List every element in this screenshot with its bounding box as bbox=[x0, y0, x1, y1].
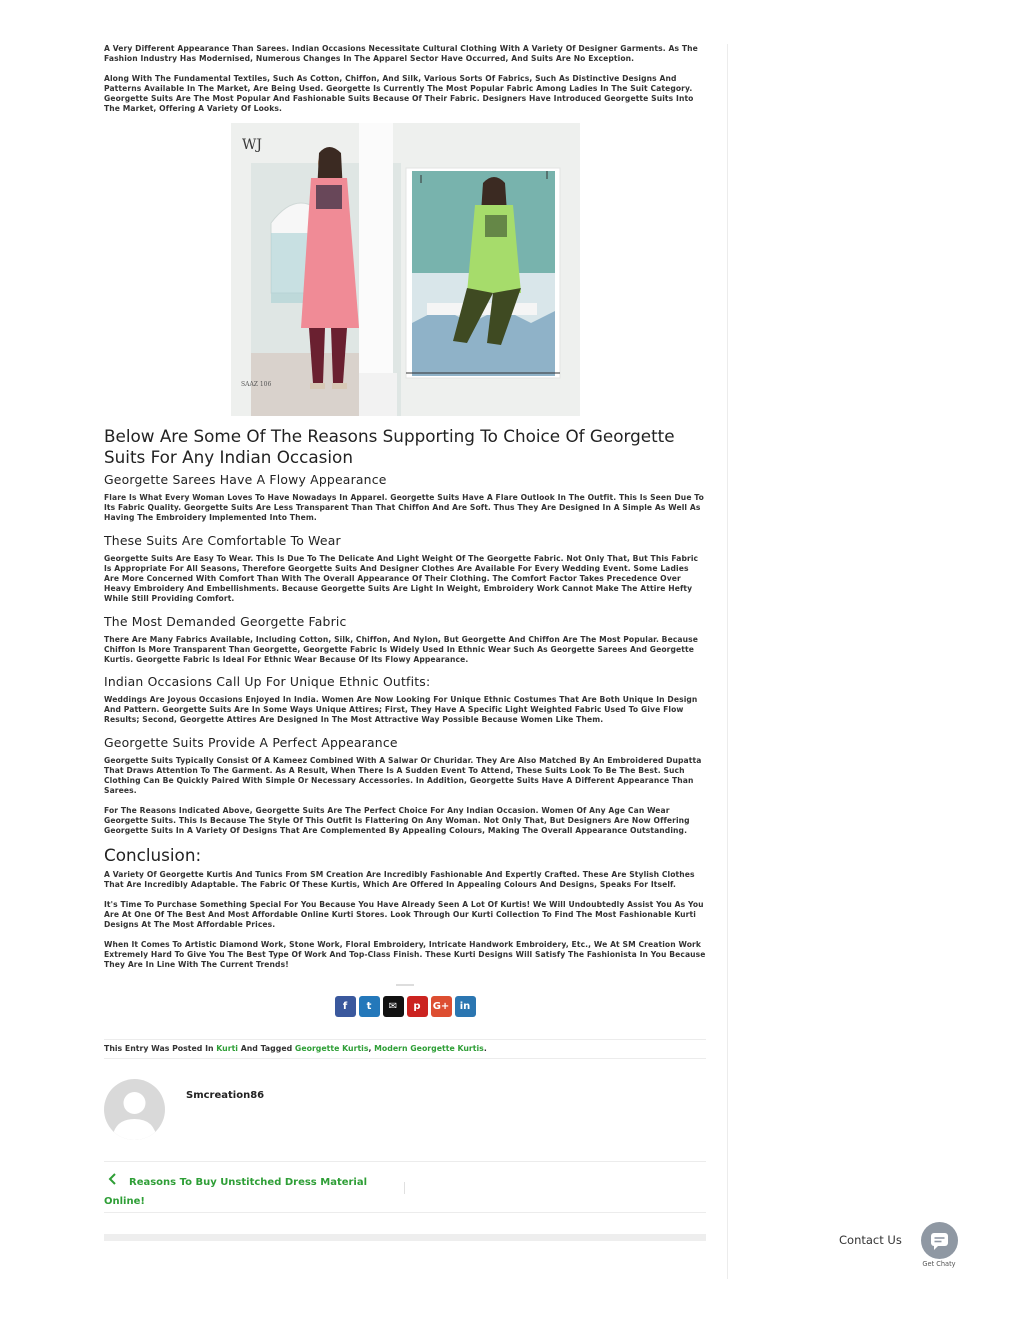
comment-area-bar bbox=[104, 1234, 706, 1241]
nav-separator bbox=[404, 1182, 405, 1194]
product-code: SAAZ 106 bbox=[241, 381, 272, 389]
pinterest-share-button[interactable] bbox=[407, 996, 428, 1017]
section-text-2: Georgette Suits Are Easy To Wear. This Is Due To The Delicate And Light Weight Of The Georgette Fabric. Not Only That, But This Fabric Is Appropriate For All Seasons, Therefore Georgette Suits And Designer Clothes Are Available For Every Wedding Event. Some Ladies Are More Concerned With Comfort Than With The Overall Appearance Of Their Clothing. The Comfort Factor Takes Precedence Over Heavy Embroidery And Embellishments. Because Georgette Suits Are Light In Weight, Embroidery Work Cannot Make The Attire Hefty While Still Providing Comfort. bbox=[104, 554, 699, 603]
previous-post-label: Reasons To Buy Unstitched Dress Material Online! bbox=[104, 1176, 368, 1207]
meta-end: . bbox=[483, 1043, 487, 1053]
chat-icon bbox=[921, 1222, 958, 1259]
conclusion-paragraph-1: A Variety Of Georgette Kurtis And Tunics From SM Creation Are Incredibly Fashionable And Expertly Crafted. These Are Stylish Clothes That Are Incredibly Adaptable. The Fabric Of These Kurtis, Which Are Offered In Appealing Colours And Designs, Speaks For Itself. bbox=[104, 870, 695, 890]
meta-tagged: And Tagged bbox=[240, 1043, 293, 1053]
section-heading-5: Georgette Suits Provide A Perfect Appearance bbox=[104, 735, 398, 751]
tag-link-1[interactable]: Georgette Kurtis bbox=[294, 1043, 369, 1053]
post-navigation bbox=[104, 1162, 706, 1213]
meta-sep: , bbox=[368, 1043, 372, 1053]
section-text-4: Weddings Are Joyous Occasions Enjoyed In India. Women Are Now Looking For Unique Ethnic Costumes That Are Both Unique In Design And Pattern. Georgette Suits Are In Some Ways Unique Attires; First, They Have A Specific Light Weighted Fabric Used To Give Flow Results; Second, Georgette Attires Are Designed In The Most Attractive Way Possible Because Women Like Them. bbox=[104, 695, 698, 725]
section-heading-1: Georgette Sarees Have A Flowy Appearance bbox=[104, 472, 387, 488]
get-chaty-label: Get Chaty bbox=[922, 1260, 956, 1268]
product-image bbox=[231, 123, 580, 416]
email-share-button[interactable] bbox=[383, 996, 404, 1017]
contact-us-label[interactable]: Contact Us bbox=[839, 1233, 902, 1247]
chaty-widget-button[interactable] bbox=[921, 1222, 958, 1259]
conclusion-paragraph-2: It's Time To Purchase Something Special For You Because You Have Already Seen A Lot Of Kurtis! We Will Undoubtedly Assist You As You Are At One Of The Best And Most Affordable Online Kurti Stores. Look Through Our Kurti Collection To Find The Most Fashionable Kurti Designs At The Most Affordable Prices. bbox=[104, 900, 704, 930]
previous-post-link[interactable] bbox=[104, 1173, 394, 1211]
google-plus-share-button[interactable] bbox=[431, 996, 452, 1017]
share-divider bbox=[396, 984, 414, 986]
twitter-share-button[interactable] bbox=[359, 996, 380, 1017]
tag-link-2[interactable]: Modern Georgette Kurtis bbox=[374, 1043, 484, 1053]
article-content bbox=[104, 44, 706, 1241]
section-heading-2: These Suits Are Comfortable To Wear bbox=[104, 533, 341, 549]
facebook-icon: f bbox=[342, 1000, 348, 1012]
section-text-3: There Are Many Fabrics Available, Including Cotton, Silk, Chiffon, And Nylon, But Georgette And Chiffon Are The Most Popular. Because Chiffon Is More Transparent Than Georgette, Georgette Fabric Is Widely Used In Ethnic Wear Such As Georgette Sarees And Georgette Kurtis. Georgette Fabric Is Ideal For Ethnic Wear Because Of Its Flowy Appearance. bbox=[104, 634, 699, 664]
intro-paragraph-1: A Very Different Appearance Than Sarees. Indian Occasions Necessitate Cultural Clothing With A Variety Of Designer Garments. As The Fashion Industry Has Modernised, Numerous Changes In The Apparel Sector Have Occurred, And Suits Are No Exception. bbox=[104, 44, 698, 63]
chevron-left-icon bbox=[108, 1173, 122, 1192]
author-name: Smcreation86 bbox=[186, 1089, 265, 1101]
google-plus-icon: G+ bbox=[432, 1000, 450, 1012]
sidebar-divider bbox=[727, 44, 728, 1279]
intro-paragraph-2: Along With The Fundamental Textiles, Such As Cotton, Chiffon, And Silk, Various Sorts Of Fabrics, Such As Distinctive Designs And Patterns Available In The Market, Are Being Used. Georgette Is Currently The Most Popular Fabric Among Ladies In The Suit Category. Georgette Suits Are The Most Popular And Fashionable Suits Because Of Their Fabric. Designers Have Introduced Georgette Suits Into The Market, Offering A Variety Of Looks. bbox=[104, 73, 694, 113]
avatar-silhouette-icon bbox=[104, 1079, 165, 1140]
linkedin-icon: in bbox=[459, 1000, 471, 1012]
category-link[interactable]: Kurti bbox=[216, 1043, 238, 1053]
share-buttons bbox=[104, 996, 706, 1017]
avatar bbox=[104, 1079, 165, 1140]
section-text-1: Flare Is What Every Woman Loves To Have Nowadays In Apparel. Georgette Suits Have A Flare Outlook In The Outfit. This Is Seen Due To Its Fabric Quality. Georgette Suits Are Less Transparent Than That Chiffon And Are Soft. Thus They Are Designed In A Simple As Well As Having The Embroidery Implemented Into Them. bbox=[104, 493, 704, 523]
author-box bbox=[104, 1059, 706, 1162]
kurti-photo bbox=[231, 123, 580, 416]
facebook-share-button[interactable] bbox=[335, 996, 356, 1017]
brand-logo-text: WJ bbox=[242, 137, 263, 154]
meta-prefix: This Entry Was Posted In bbox=[104, 1043, 214, 1053]
linkedin-share-button[interactable] bbox=[455, 996, 476, 1017]
twitter-icon: t bbox=[366, 1000, 372, 1012]
section-heading-4: Indian Occasions Call Up For Unique Ethnic Outfits: bbox=[104, 674, 431, 690]
email-icon: ✉ bbox=[388, 1000, 398, 1012]
entry-meta bbox=[104, 1039, 706, 1059]
summary-paragraph: For The Reasons Indicated Above, Georgette Suits Are The Perfect Choice For Any Indian Occasion. Women Of Any Age Can Wear Georgette Suits. This Is Because The Style Of This Outfit Is Flattering On Any Woman. Not Only That, But Designers Are Now Offering Georgette Suits In A Variety Of Designs That Are Complemented By Appealing Colours, Making The Overall Appearance Outstanding. bbox=[104, 805, 690, 835]
section-text-5: Georgette Suits Typically Consist Of A Kameez Combined With A Salwar Or Churidar. They Are Also Matched By An Embroidered Dupatta That Draws Attention To The Garment. As A Result, When There Is A Sudden Event To Attend, These Suits Look To Be The Best. Such Clothing Can Be Quickly Paired With Simple Or Necessary Accessories. In Addition, Georgette Suits Have A Different Appearance Than Sarees. bbox=[104, 756, 702, 795]
pinterest-icon: p bbox=[413, 1000, 421, 1012]
section-heading-3: The Most Demanded Georgette Fabric bbox=[104, 613, 347, 629]
main-heading: Below Are Some Of The Reasons Supporting To Choice Of Georgette Suits For Any Indian Occasion bbox=[104, 426, 675, 468]
conclusion-heading: Conclusion: bbox=[104, 845, 202, 866]
conclusion-paragraph-3: When It Comes To Artistic Diamond Work, Stone Work, Floral Embroidery, Intricate Handwork Embroidery, Etc., We At SM Creation Work Extremely Hard To Give You The Best Type Of Work And Top-Class Finish. These Kurti Designs Will Satisfy The Fashionista In You Because They Are In Line With The Current Trends! bbox=[104, 940, 706, 969]
